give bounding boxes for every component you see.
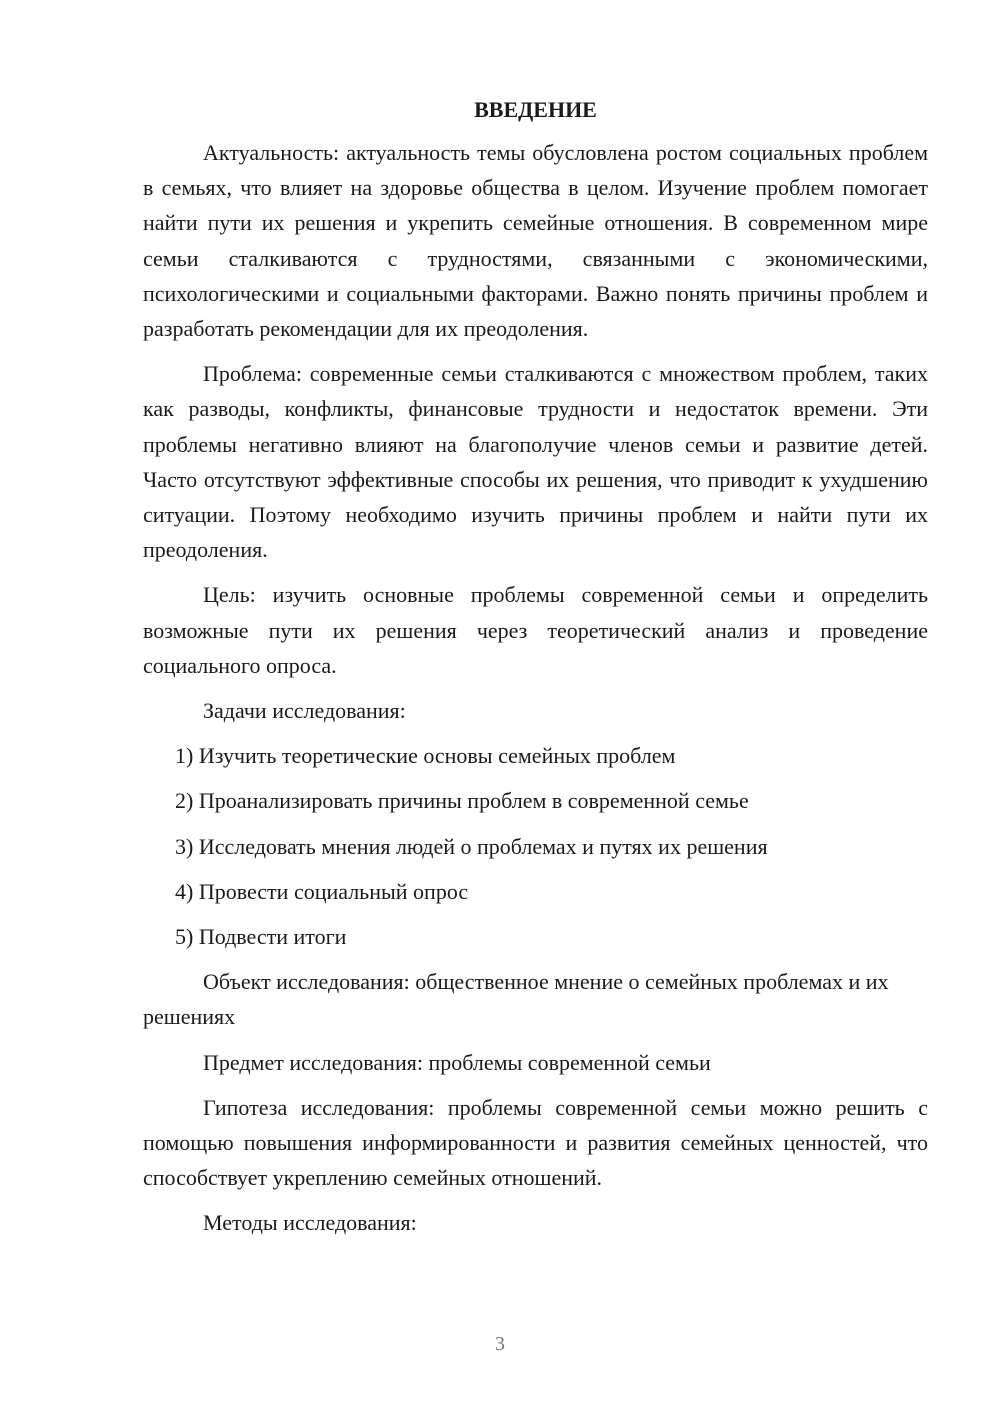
problem-paragraph: Проблема: современные семьи сталкиваются с множеством проблем, таких как разводы, конфликты, финансовые трудности и недостаток времени. Эти проблемы негативно влияют на благополучие членов семьи и развитие детей. Часто отсутствуют эффективные способы их решения, что приводит к ухудшению ситуации. Поэтому необходимо изучить причины проблем и найти пути их преодоления.	[143, 361, 928, 563]
task-item: 3) Исследовать мнения людей о проблемах и путях их решения	[175, 833, 768, 859]
page-number: 3	[495, 1333, 505, 1355]
task-item: 1) Изучить теоретические основы семейных проблем	[175, 743, 676, 769]
goal-paragraph: Цель: изучить основные проблемы современной семьи и определить возможные пути их решения через теоретический анализ и проведение социального опроса.	[143, 582, 928, 678]
subject-paragraph: Предмет исследования: проблемы современной семьи	[203, 1049, 711, 1075]
task-item: 2) Проанализировать причины проблем в современной семье	[175, 788, 749, 814]
relevance-paragraph: Актуальность: актуальность темы обусловлена ростом социальных проблем в семьях, что влияет на здоровье общества в целом. Изучение проблем помогает найти пути их решения и укрепить семейные отношения. В современном мире семьи сталкиваются с трудностями, связанными с экономическими, психологическими и социальными факторами. Важно понять причины проблем и разработать рекомендации для их преодоления.	[143, 140, 928, 342]
hypothesis-paragraph: Гипотеза исследования: проблемы современной семьи можно решить с помощью повышения информированности и развития семейных ценностей, что способствует укреплению семейных отношений.	[143, 1094, 928, 1191]
object-paragraph: Объект исследования: общественное мнение о семейных проблемах и их решениях	[143, 969, 889, 1030]
document-page	[143, 95, 928, 1251]
methods-title: Методы исследования:	[203, 1210, 417, 1236]
section-heading: ВВЕДЕНИЕ	[474, 97, 597, 122]
task-item: 5) Подвести итоги	[175, 924, 347, 950]
task-item: 4) Провести социальный опрос	[175, 878, 469, 904]
tasks-list	[143, 738, 928, 954]
tasks-title: Задачи исследования:	[203, 698, 406, 724]
